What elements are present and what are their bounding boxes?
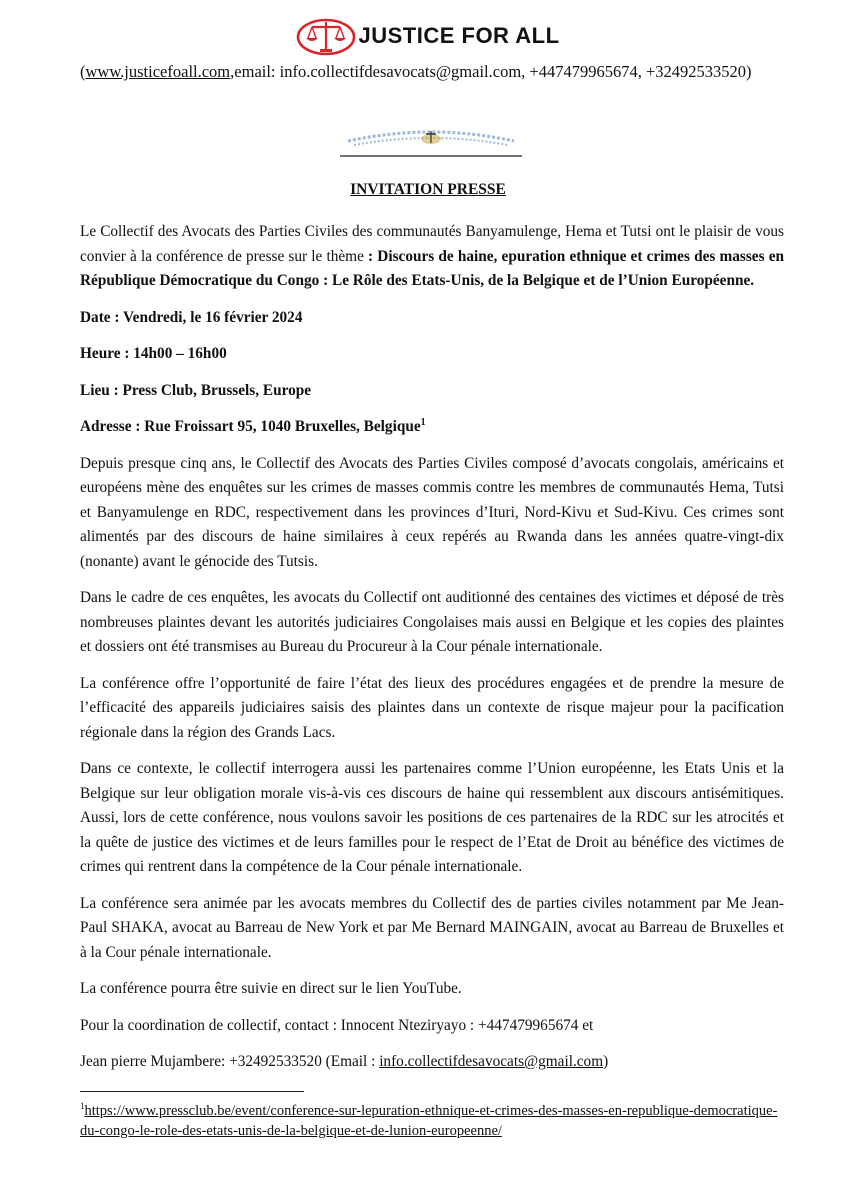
scales-of-justice-icon <box>296 16 356 56</box>
event-address <box>80 415 784 440</box>
email-link[interactable]: info.collectifdesavocats@gmail.com <box>379 1053 604 1070</box>
brand-name: JUSTICE FOR ALL <box>358 23 560 48</box>
footnote-divider <box>80 1091 304 1092</box>
paragraph-complaints: Dans le cadre de ces enquêtes, les avocats du Collectif ont auditionné des centaines des victimes et déposé de très nombreuses plaintes devant les autorités judiciaires Congolaises mais aussi en Belgique et les copies des plaintes et dossiers ont été transmises au Bureau du Procureur à la Cour pénale internationale. <box>80 589 784 655</box>
contact-open: ( <box>80 62 86 81</box>
event-address-text: Adresse : Rue Froissart 95, 1040 Bruxelles, Belgique <box>80 418 421 435</box>
contact-second-text: Jean pierre Mujambere: +32492533520 (Email : <box>80 1053 380 1070</box>
paragraph-youtube: La conférence pourra être suivie en direct sur le lien YouTube. <box>80 980 462 997</box>
document-body <box>80 220 784 1087</box>
contact-line <box>80 62 780 82</box>
paragraph-investigations: Depuis presque cinq ans, le Collectif des Avocats des Parties Civiles composé d’avocats congolais, américains et européens mène des enquêtes sur les crimes de masses commis contre les membres de communautés Hema, Tutsi et Banyamulenge en RDC, respectivement dans les provinces d’Ituri, Nord-Kivu et Sud-Kivu. Ces crimes sont alimentés par des discours de haine similaires à ceux repérés au Rwanda dans les années quatre-vingt-dix (nonante) avant le génocide des Tutsis. <box>80 454 784 570</box>
footnote-marker: 1 <box>80 1101 85 1112</box>
paragraph-opportunity: La conférence offre l’opportunité de faire l’état des lieux des procédures engagées et de prendre la mesure de l’efficacité des appareils judiciaires saisis des plaintes dans un contexte de risque majeur pour la pacification régionale dans la région des Grands Lacs. <box>80 674 784 741</box>
intro-paragraph <box>80 220 784 294</box>
footnote-link[interactable]: https://www.pressclub.be/event/conference-sur-lepuration-ethnique-et-crimes-des-masses-en-republique-democratique-du-congo-le-role-des-etats-unis-de-la-belgique-et-de-lunion-europeenne/ <box>80 1103 778 1139</box>
intro-text: Le Collectif des Avocats des Parties Civiles des communautés Banyamulenge, Hema et Tutsi ont le plaisir de vous convier à la conférence de presse sur le thème <box>80 223 784 265</box>
conference-theme: : Discours de haine, epuration ethnique et crimes des masses en République Démocratique du Congo : Le Rôle des Etats-Unis, de la Belgique et de l’Union Européenne. <box>80 247 784 289</box>
contact-details: ,email: info.collectifdesavocats@gmail.com, +447479965674, +32492533520) <box>230 62 752 81</box>
letterhead <box>0 14 856 58</box>
event-venue: Lieu : Press Club, Brussels, Europe <box>80 381 312 399</box>
contact-second <box>80 1050 784 1075</box>
paragraph-partners: Dans ce contexte, le collectif interrogera aussi les partenaires comme l’Union européenne, les Etats Unis et la Belgique sur leur obligation morale vis-à-vis ces discours de haine qui ressemblent aux discours antisémitiques. Aussi, lors de cette conférence, nous voulons savoir les positions de ces partenaires de la RDC sur les atrocités et la quête de justice des victimes et de leurs familles pour le respect de l’Etat de Droit au bénéfice des victimes de crimes qui rentrent dans la compétence de la Cour pénale internationale. <box>80 760 784 875</box>
paragraph-speakers: La conférence sera animée par les avocats membres du Collectif des de parties civiles notamment par Me Jean-Paul SHAKA, avocat au Barreau de New York et par Me Bernard MAINGAIN, avocat au Barreau de Bruxelles et à la Cour pénale internationale. <box>80 894 784 961</box>
contact-second-close: ) <box>603 1053 609 1070</box>
collective-emblem-icon <box>340 125 522 159</box>
brand-logo <box>0 14 856 58</box>
document-title: INVITATION PRESSE <box>350 181 506 198</box>
contact-coordination: Pour la coordination de collectif, contact : Innocent Nteziryayo : +447479965674 et <box>80 1016 594 1034</box>
website-link[interactable]: www.justicefoall.com <box>85 62 231 81</box>
event-date: Date : Vendredi, le 16 février 2024 <box>80 308 303 326</box>
footnote <box>80 1101 780 1141</box>
event-time: Heure : 14h00 – 16h00 <box>80 345 227 362</box>
footnote-ref: 1 <box>420 416 426 428</box>
